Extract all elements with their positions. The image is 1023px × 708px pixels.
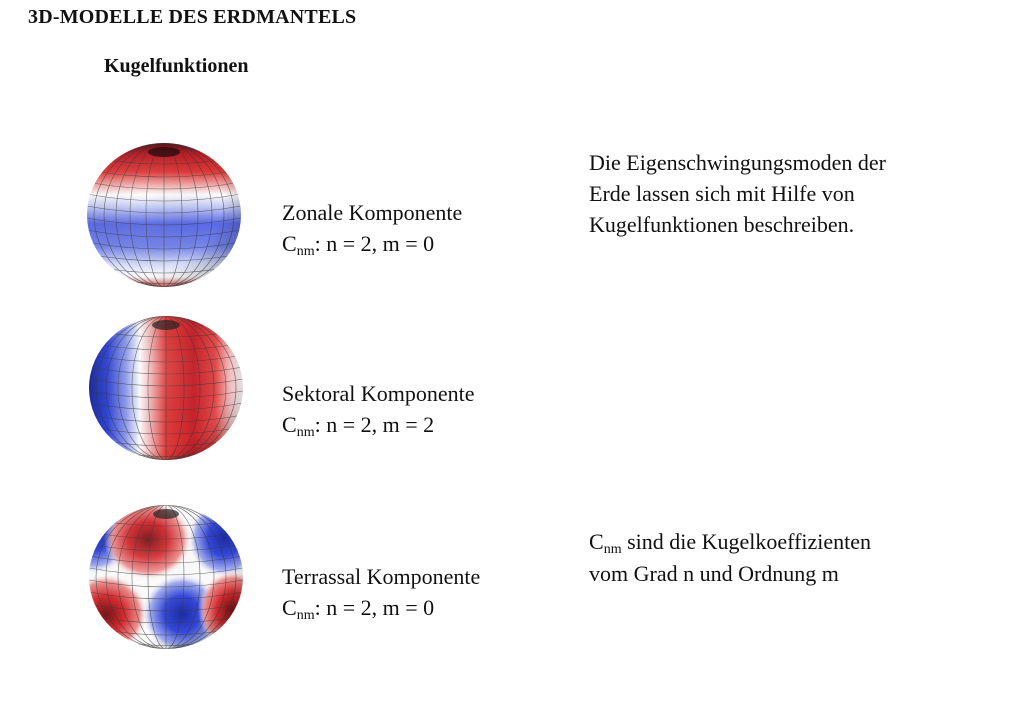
- note-text: sind die Kugelkoeffizienten: [621, 529, 872, 554]
- page-title: 3D-MODELLE DES ERDMANTELS: [28, 6, 357, 28]
- coef-subscript: nm: [296, 608, 315, 623]
- zonal-component-coefficient: [282, 228, 462, 259]
- intro-line: Kugelfunktionen beschreiben.: [589, 212, 855, 237]
- note-line-1: [589, 526, 1009, 558]
- zonal-component-name: Zonale Komponente: [282, 200, 463, 225]
- sectoral-component-name: Sektoral Komponente: [282, 381, 475, 406]
- zonal-component-label: [282, 197, 462, 259]
- coef-letter: C: [282, 412, 297, 437]
- coef-params: : n = 2, m = 0: [314, 231, 435, 256]
- tesseral-component-coefficient: [282, 592, 480, 623]
- zonal-harmonic-sphere: [84, 140, 244, 290]
- coef-params: : n = 2, m = 2: [314, 412, 435, 437]
- coef-subscript: nm: [296, 244, 315, 259]
- section-subtitle: Kugelfunktionen: [104, 55, 249, 77]
- sectoral-component-label: [282, 378, 474, 440]
- intro-paragraph: [589, 147, 1009, 240]
- sectoral-sphere-graphic: [86, 313, 246, 463]
- tesseral-harmonic-sphere: [86, 502, 246, 652]
- tesseral-component-name: Terrassal Komponente: [282, 564, 481, 589]
- sectoral-harmonic-sphere: [86, 313, 246, 463]
- tesseral-component-label: [282, 561, 480, 623]
- tesseral-sphere-graphic: [86, 502, 246, 652]
- coef-subscript: nm: [603, 542, 622, 557]
- note-line-2: vom Grad n und Ordnung m: [589, 561, 839, 586]
- zonal-sphere-graphic: [84, 140, 244, 290]
- intro-line: Die Eigenschwingungsmoden der: [589, 150, 886, 175]
- intro-line: Erde lassen sich mit Hilfe von: [589, 181, 855, 206]
- coef-letter: C: [589, 529, 604, 554]
- sectoral-component-coefficient: [282, 409, 474, 440]
- coef-params: : n = 2, m = 0: [314, 595, 435, 620]
- coef-subscript: nm: [296, 425, 315, 440]
- coef-letter: C: [282, 595, 297, 620]
- coefficient-note: [589, 526, 1009, 590]
- coef-letter: C: [282, 231, 297, 256]
